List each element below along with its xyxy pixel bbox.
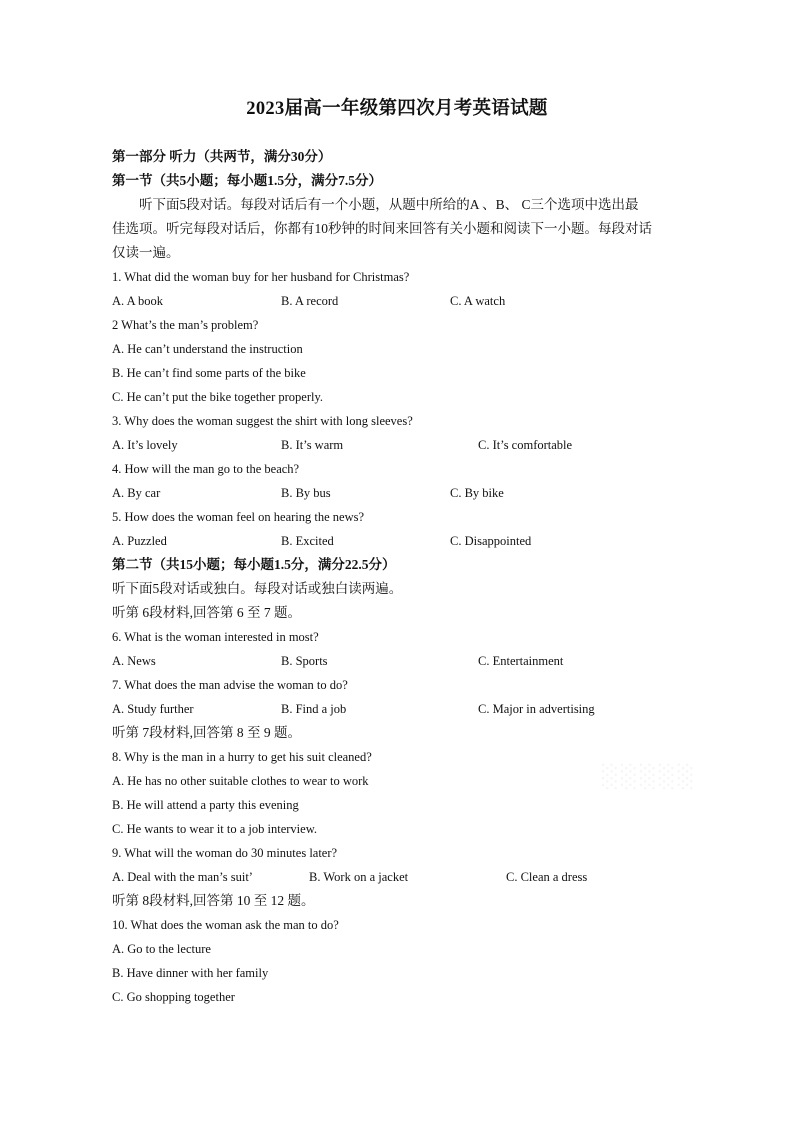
material-note: 听第 6段材料,回答第 6 至 7 题。 [112,605,301,620]
option-a: A. He has no other suitable clothes to wear to work [112,774,369,788]
question-stem: 9. What will the woman do 30 minutes later? [112,846,338,860]
question-stem: 5. How does the woman feel on hearing the news? [112,510,365,524]
option-c: C. He can’t put the bike together properly. [112,390,324,404]
question-stem: 1. What did the woman buy for her husband for Christmas? [112,270,410,284]
option-c: C. Go shopping together [112,990,235,1004]
option-b: B. Work on a jacket [309,870,409,884]
option-b: B. Find a job [281,702,347,716]
option-b: B. He will attend a party this evening [112,798,299,812]
option-c: C. Disappointed [450,534,532,548]
instructions: 听下面5段对话或独白。每段对话或独白读两遍。 [112,581,403,596]
option-b: B. A record [281,294,339,308]
option-b: B. Sports [281,654,328,668]
instructions: 听下面5段对话。每段对话后有一个小题，从题中所给的A 、B、 C三个选项中选出最 [139,197,639,212]
option-c: C. He wants to wear it to a job interview. [112,822,318,836]
option-c: C. Major in advertising [478,702,595,716]
option-b: B. It’s warm [281,438,344,452]
question-stem: 7. What does the man advise the woman to do? [112,678,348,692]
option-b: B. Excited [281,534,334,548]
section-heading: 第二节（共15小题；每小题1.5分，满分22.5分） [112,557,396,572]
option-b: B. Have dinner with her family [112,966,269,980]
option-b: B. He can’t find some parts of the bike [112,366,306,380]
material-note: 听第 8段材料,回答第 10 至 12 题。 [112,893,315,908]
question-stem: 3. Why does the woman suggest the shirt with long sleeves? [112,414,413,428]
option-a: A. He can’t understand the instruction [112,342,303,356]
section-heading: 第一节（共5小题；每小题1.5分，满分7.5分） [112,173,382,188]
page-title: 2023届高一年级第四次月考英语试题 [246,99,548,119]
question-stem: 2 What’s the man’s problem? [112,318,259,332]
option-a: A. A book [112,294,164,308]
question-stem: 4. How will the man go to the beach? [112,462,300,476]
option-a: A. Deal with the man’s suit’ [112,870,253,884]
option-c: C. It’s comfortable [478,438,573,452]
question-stem: 8. Why is the man in a hurry to get his suit cleaned? [112,750,372,764]
option-c: C. Clean a dress [506,870,588,884]
option-c: C. By bike [450,486,504,500]
question-stem: 6. What is the woman interested in most? [112,630,319,644]
instructions: 仅读一遍。 [112,245,180,260]
material-note: 听第 7段材料,回答第 8 至 9 题。 [112,725,301,740]
option-a: A. By car [112,486,161,500]
option-a: A. It’s lovely [112,438,178,452]
instructions: 佳选项。听完每段对话后，你都有10秒钟的时间来回答有关小题和阅读下一小题。每段对话 [112,221,652,236]
question-stem: 10. What does the woman ask the man to do? [112,918,339,932]
option-a: A. Go to the lecture [112,942,211,956]
option-a: A. News [112,654,156,668]
option-a: A. Puzzled [112,534,167,548]
option-b: B. By bus [281,486,331,500]
watermark [602,765,697,790]
option-c: C. A watch [450,294,506,308]
option-a: A. Study further [112,702,194,716]
part-heading: 第一部分 听力（共两节，满分30分） [112,149,332,164]
option-c: C. Entertainment [478,654,564,668]
